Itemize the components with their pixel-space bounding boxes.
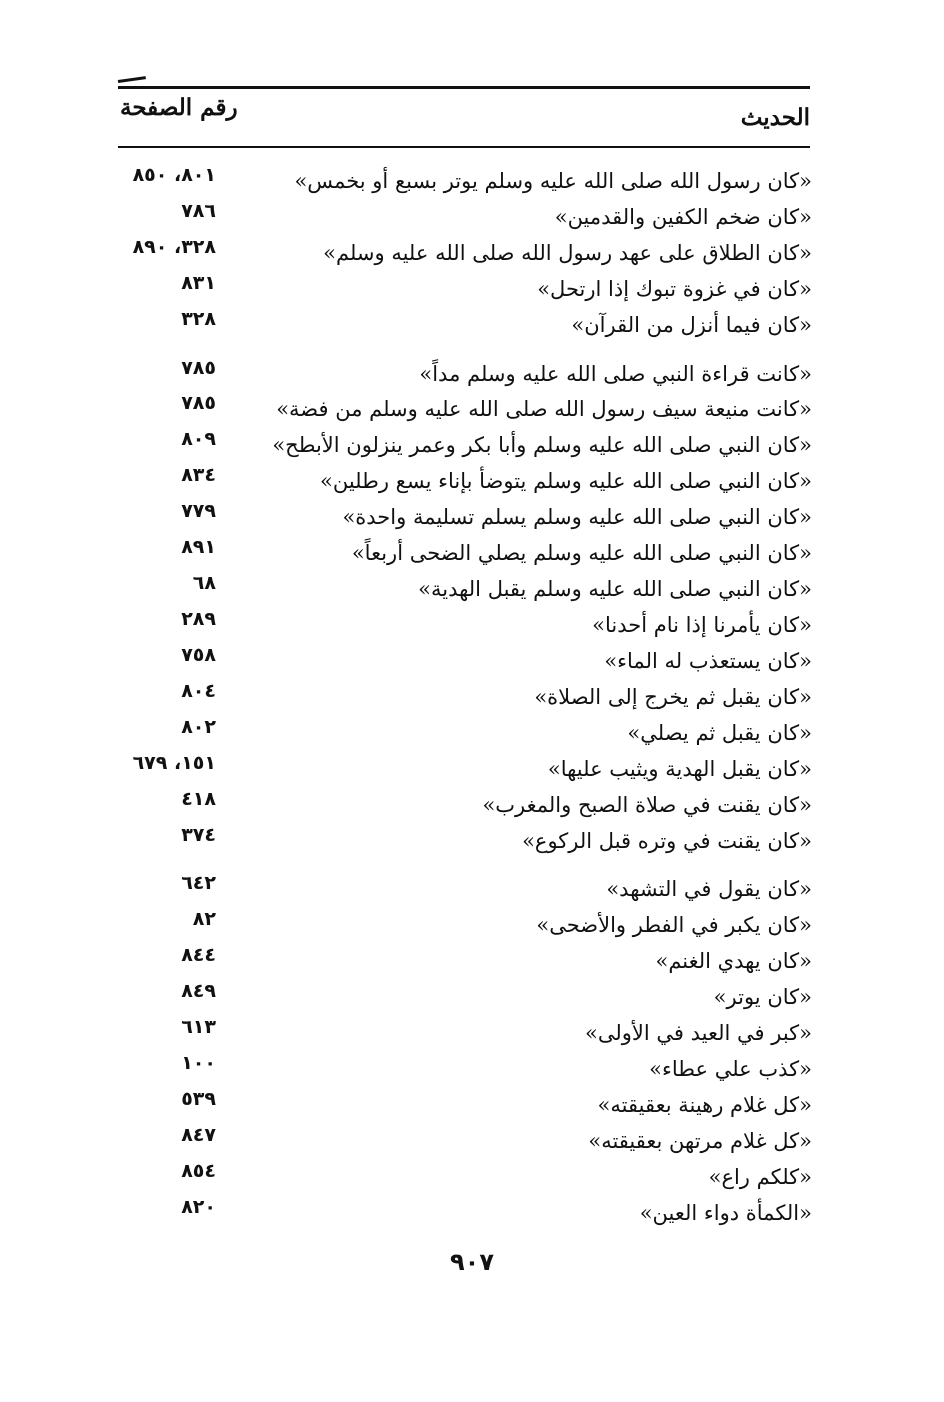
list-item bbox=[0, 682, 944, 716]
list-item bbox=[0, 874, 944, 908]
hadith-text: «كان النبي صلى الله عليه وسلم وأبا بكر وعمر ينزلون الأبطح» bbox=[272, 433, 812, 457]
list-item bbox=[0, 718, 944, 752]
hadith-text: «كل غلام رهينة بعقيقته» bbox=[597, 1093, 812, 1117]
page-reference: ٦٨ bbox=[192, 572, 216, 594]
column-header-page-number: رقم الصفحة bbox=[120, 94, 238, 121]
list-item bbox=[0, 502, 944, 536]
hadith-text: «كان في غزوة تبوك إذا ارتحل» bbox=[537, 277, 812, 301]
list-item bbox=[0, 394, 944, 428]
page-reference: ٧٥٨ bbox=[181, 644, 216, 666]
list-item bbox=[0, 910, 944, 944]
list-item bbox=[0, 610, 944, 644]
hadith-text: «كانت قراءة النبي صلى الله عليه وسلم مداً» bbox=[419, 362, 812, 386]
page-reference: ٧٨٥ bbox=[181, 392, 216, 414]
list-item bbox=[0, 238, 944, 272]
page-reference: ٨٣٤ bbox=[181, 464, 216, 486]
hadith-text: «كان النبي صلى الله عليه وسلم يقبل الهدية» bbox=[418, 577, 812, 601]
list-item bbox=[0, 1054, 944, 1088]
page-reference: ٧٨٦ bbox=[181, 200, 216, 222]
list-item bbox=[0, 946, 944, 980]
page-reference: ٨٠٤ bbox=[181, 680, 216, 702]
hadith-text: «كبر في العيد في الأولى» bbox=[585, 1021, 812, 1045]
column-header-hadith: الحديث bbox=[740, 104, 810, 131]
page-reference: ٧٨٥ bbox=[181, 357, 216, 379]
page-reference: ٨٩١ bbox=[181, 536, 216, 558]
page-reference: ٨٤٤ bbox=[181, 944, 216, 966]
list-item bbox=[0, 790, 944, 824]
list-item bbox=[0, 754, 944, 788]
hadith-text: «كان يستعذب له الماء» bbox=[604, 649, 812, 673]
page-reference: ٨٢٠ bbox=[181, 1196, 216, 1218]
list-item bbox=[0, 202, 944, 236]
hadith-text: «كان يقول في التشهد» bbox=[606, 877, 812, 901]
header-rule bbox=[118, 146, 810, 148]
page-reference: ٣٢٨، ٨٩٠ bbox=[132, 236, 216, 258]
list-item bbox=[0, 1198, 944, 1232]
list-item bbox=[0, 1162, 944, 1196]
hadith-text: «كانت منيعة سيف رسول الله صلى الله عليه وسلم من فضة» bbox=[276, 397, 812, 421]
list-item bbox=[0, 1126, 944, 1160]
list-item bbox=[0, 1090, 944, 1124]
hadith-text: «كان النبي صلى الله عليه وسلم يتوضأ بإناء يسع رطلين» bbox=[320, 469, 812, 493]
page-reference: ١٥١، ٦٧٩ bbox=[132, 752, 216, 774]
list-item bbox=[0, 466, 944, 500]
hadith-text: «كل غلام مرتهن بعقيقته» bbox=[588, 1129, 812, 1153]
hadith-text: «كان رسول الله صلى الله عليه وسلم يوتر بسبع أو بخمس» bbox=[294, 169, 812, 193]
page-reference: ٥٣٩ bbox=[181, 1088, 216, 1110]
hadith-text: «كان يأمرنا إذا نام أحدنا» bbox=[592, 613, 812, 637]
page-reference: ٨٣١ bbox=[181, 272, 216, 294]
list-item bbox=[0, 538, 944, 572]
list-item bbox=[0, 826, 944, 860]
page-reference: ٨٠٢ bbox=[181, 716, 216, 738]
hadith-text: «كان يوتر» bbox=[713, 985, 812, 1009]
hadith-text: «كان النبي صلى الله عليه وسلم يسلم تسليمة واحدة» bbox=[342, 505, 812, 529]
top-rule-ornament bbox=[118, 76, 146, 83]
hadith-text: «كان النبي صلى الله عليه وسلم يصلي الضحى أربعاً» bbox=[351, 541, 812, 565]
hadith-text: «الكمأة دواء العين» bbox=[639, 1201, 812, 1225]
hadith-text: «كان يقبل ثم يصلي» bbox=[627, 721, 812, 745]
list-item bbox=[0, 166, 944, 200]
page-reference: ٨٤٧ bbox=[181, 1124, 216, 1146]
list-item bbox=[0, 274, 944, 308]
page-reference: ٨٠٩ bbox=[181, 428, 216, 450]
list-item bbox=[0, 982, 944, 1016]
hadith-text: «كان يهدي الغنم» bbox=[655, 949, 812, 973]
hadith-text: «كان الطلاق على عهد رسول الله صلى الله عليه وسلم» bbox=[323, 241, 812, 265]
hadith-text: «كان ضخم الكفين والقدمين» bbox=[554, 205, 812, 229]
list-item bbox=[0, 1018, 944, 1052]
page-reference: ٨٤٩ bbox=[181, 980, 216, 1002]
page-reference: ٦١٣ bbox=[181, 1016, 216, 1038]
list-item bbox=[0, 430, 944, 464]
page-reference: ٤١٨ bbox=[181, 788, 216, 810]
page-reference: ٧٧٩ bbox=[181, 500, 216, 522]
hadith-text: «كذب علي عطاء» bbox=[649, 1057, 812, 1081]
page-reference: ١٠٠ bbox=[181, 1052, 216, 1074]
top-rule bbox=[118, 86, 810, 89]
page-reference: ٣٢٨ bbox=[181, 308, 216, 330]
hadith-text: «كان يكبر في الفطر والأضحى» bbox=[536, 913, 812, 937]
page-reference: ٨٢ bbox=[192, 908, 216, 930]
hadith-text: «كان يقبل ثم يخرج إلى الصلاة» bbox=[534, 685, 812, 709]
page-reference: ٣٧٤ bbox=[181, 824, 216, 846]
list-item bbox=[0, 574, 944, 608]
page-number: ٩٠٧ bbox=[450, 1248, 494, 1276]
list-item bbox=[0, 646, 944, 680]
hadith-text: «كان يقنت في وتره قبل الركوع» bbox=[522, 829, 812, 853]
page-reference: ٢٨٩ bbox=[181, 608, 216, 630]
page-reference: ٦٤٢ bbox=[181, 872, 216, 894]
hadith-text: «كان يقبل الهدية ويثيب عليها» bbox=[547, 757, 812, 781]
page-reference: ٨٥٤ bbox=[181, 1160, 216, 1182]
page-reference: ٨٠١، ٨٥٠ bbox=[132, 164, 216, 186]
list-item bbox=[0, 310, 944, 344]
hadith-text: «كلكم راع» bbox=[708, 1165, 812, 1189]
hadith-text: «كان يقنت في صلاة الصبح والمغرب» bbox=[482, 793, 812, 817]
hadith-text: «كان فيما أنزل من القرآن» bbox=[571, 313, 812, 337]
